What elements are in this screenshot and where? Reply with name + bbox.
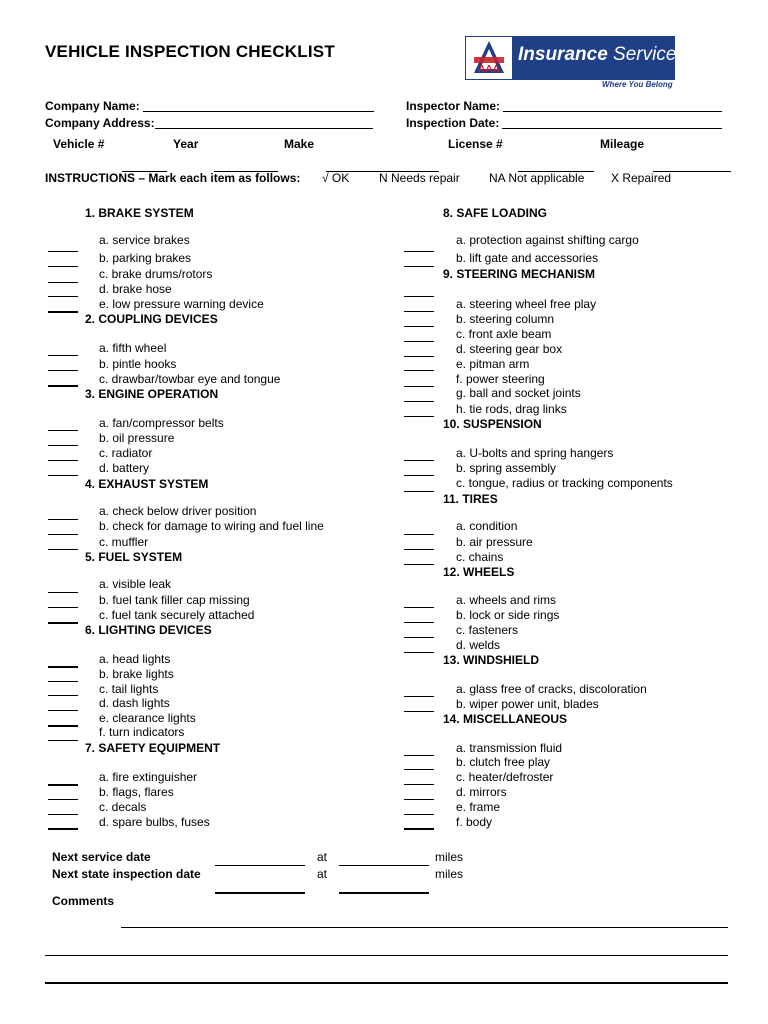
checklist-item: d. welds [456, 638, 501, 652]
section-title: 14. MISCELLANEOUS [443, 712, 568, 726]
checklist-item: f. turn indicators [99, 725, 185, 739]
check-blank[interactable] [404, 370, 434, 371]
check-blank[interactable] [404, 696, 434, 697]
check-blank[interactable] [404, 799, 434, 800]
section-title: 2. COUPLING DEVICES [85, 312, 218, 326]
check-blank[interactable] [48, 828, 78, 830]
checklist-item: g. ball and socket joints [456, 386, 581, 400]
checklist-item: c. tail lights [99, 682, 159, 696]
check-blank[interactable] [48, 430, 78, 431]
section-title: 1. BRAKE SYSTEM [85, 206, 194, 220]
checklist-item: a. fifth wheel [99, 341, 167, 355]
checklist-item: a. condition [456, 519, 518, 533]
comments-label: Comments [52, 894, 115, 908]
checklist-item: b. check for damage to wiring and fuel line [99, 519, 324, 533]
make-label: Make [284, 137, 315, 151]
checklist-item: c. decals [99, 800, 147, 814]
checklist-item: d. spare bulbs, fuses [99, 815, 210, 829]
next-service-label: Next service date [52, 850, 151, 864]
check-blank[interactable] [404, 401, 434, 402]
check-blank[interactable] [404, 386, 434, 387]
check-blank[interactable] [48, 282, 78, 283]
checklist-item: a. fire extinguisher [99, 770, 198, 784]
check-blank[interactable] [404, 711, 434, 712]
check-blank[interactable] [404, 356, 434, 357]
check-blank[interactable] [48, 607, 78, 608]
mileage-label: Mileage [600, 137, 645, 151]
check-blank[interactable] [404, 564, 434, 565]
next-state-miles-unit: miles [435, 867, 464, 881]
section-title: 9. STEERING MECHANISM [443, 267, 596, 281]
check-blank[interactable] [404, 549, 434, 550]
checklist-item: b. steering column [456, 312, 555, 326]
checklist-item: b. clutch free play [456, 755, 551, 769]
checklist-item: c. front axle beam [456, 327, 552, 341]
next-state-date-field[interactable] [215, 892, 305, 894]
checklist-item: b. lock or side rings [456, 608, 560, 622]
checklist-item: b. air pressure [456, 535, 533, 549]
checklist-item: f. body [456, 815, 493, 829]
check-blank[interactable] [48, 460, 78, 461]
check-blank[interactable] [48, 445, 78, 446]
checklist-item: c. tongue, radius or tracking components [456, 476, 673, 490]
section-title: 3. ENGINE OPERATION [85, 387, 219, 401]
checklist-item: d. steering gear box [456, 342, 563, 356]
check-blank[interactable] [404, 784, 434, 785]
checklist-item: a. steering wheel free play [456, 297, 597, 311]
checklist-item: c. brake drums/rotors [99, 267, 213, 281]
checklist-item: a. protection against shifting cargo [456, 233, 639, 247]
next-service-miles-field[interactable] [339, 865, 429, 866]
checklist-item: a. U-bolts and spring hangers [456, 446, 614, 460]
check-blank[interactable] [404, 755, 434, 756]
logo-tagline: Where You Belong [602, 80, 673, 89]
check-blank[interactable] [404, 622, 434, 623]
checklist-item: d. mirrors [456, 785, 507, 799]
legend-not-applicable: NA Not applicable [489, 171, 585, 185]
checklist-item: a. wheels and rims [456, 593, 557, 607]
company-name-field[interactable] [143, 111, 374, 112]
company-name-label: Company Name: [45, 99, 140, 113]
check-blank[interactable] [48, 251, 78, 252]
check-blank[interactable] [404, 341, 434, 342]
checklist-item: c. drawbar/towbar eye and tongue [99, 372, 281, 386]
checklist-item: d. battery [99, 461, 150, 475]
section-title: 5. FUEL SYSTEM [85, 550, 183, 564]
inspector-name-label: Inspector Name: [406, 99, 501, 113]
checklist-item: b. oil pressure [99, 431, 175, 445]
next-service-miles-unit: miles [435, 850, 464, 864]
checklist-item: b. pintle hooks [99, 357, 177, 371]
check-blank[interactable] [404, 828, 434, 830]
checklist-item: a. check below driver position [99, 504, 257, 518]
comments-line-2[interactable] [45, 955, 728, 956]
check-blank[interactable] [404, 251, 434, 252]
check-blank[interactable] [48, 592, 78, 593]
check-blank[interactable] [48, 311, 78, 313]
checklist-item: b. parking brakes [99, 251, 192, 265]
checklist-item: c. radiator [99, 446, 153, 460]
checklist-item: a. visible leak [99, 577, 172, 591]
legend-ok: √ OK [322, 171, 350, 185]
check-blank[interactable] [48, 355, 78, 356]
checklist-item: b. wiper power unit, blades [456, 697, 599, 711]
comments-line-3[interactable] [45, 982, 728, 984]
check-blank[interactable] [48, 475, 78, 476]
checklist-item: b. brake lights [99, 667, 174, 681]
check-blank[interactable] [404, 652, 434, 653]
checklist-item: a. transmission fluid [456, 741, 563, 755]
section-title: 11. TIRES [443, 492, 498, 506]
company-logo [465, 36, 686, 80]
check-blank[interactable] [404, 416, 434, 417]
check-blank[interactable] [48, 814, 78, 815]
instructions-label: INSTRUCTIONS – Mark each item as follows: [45, 171, 301, 185]
inspection-date-label: Inspection Date: [406, 116, 500, 130]
checklist-item: a. service brakes [99, 233, 190, 247]
checklist-item: e. low pressure warning device [99, 297, 264, 311]
section-title: 13. WINDSHIELD [443, 653, 540, 667]
check-blank[interactable] [404, 475, 434, 476]
company-address-label: Company Address: [45, 116, 155, 130]
next-service-date-field[interactable] [215, 865, 305, 866]
check-blank[interactable] [48, 549, 78, 550]
year-label: Year [173, 137, 199, 151]
section-title: 8. SAFE LOADING [443, 206, 548, 220]
document-title: VEHICLE INSPECTION CHECKLIST [45, 42, 335, 61]
check-blank[interactable] [48, 784, 78, 786]
check-blank[interactable] [48, 534, 78, 535]
check-blank[interactable] [48, 666, 78, 668]
check-blank[interactable] [48, 681, 78, 682]
check-blank[interactable] [48, 519, 78, 520]
check-blank[interactable] [48, 385, 78, 387]
legend-needs-repair: N Needs repair [379, 171, 460, 185]
check-blank[interactable] [48, 266, 78, 267]
section-title: 10. SUSPENSION [443, 417, 542, 431]
check-blank[interactable] [404, 637, 434, 638]
checklist-item: a. glass free of cracks, discoloration [456, 682, 647, 696]
check-blank[interactable] [404, 534, 434, 535]
next-state-inspection-label: Next state inspection date [52, 867, 201, 881]
checklist-item: b. fuel tank filler cap missing [99, 593, 250, 607]
checklist-item: b. flags, flares [99, 785, 174, 799]
check-blank[interactable] [404, 607, 434, 608]
check-blank[interactable] [48, 799, 78, 800]
check-blank[interactable] [48, 622, 78, 624]
checklist-item: c. chains [456, 550, 504, 564]
check-blank[interactable] [48, 296, 78, 297]
inspector-name-field[interactable] [503, 111, 722, 112]
checklist-item: c. fuel tank securely attached [99, 608, 255, 622]
section-title: 7. SAFETY EQUIPMENT [85, 741, 221, 755]
svg-text:AAA: AAA [478, 64, 500, 75]
logo-emblem-icon [466, 37, 512, 79]
section-title: 6. LIGHTING DEVICES [85, 623, 212, 637]
checklist-item: d. dash lights [99, 696, 170, 710]
check-blank[interactable] [404, 460, 434, 461]
checklist-item: b. spring assembly [456, 461, 557, 475]
check-blank[interactable] [404, 296, 434, 297]
checklist-item: c. muffler [99, 535, 149, 549]
checklist-item: b. lift gate and accessories [456, 251, 599, 265]
legend-repaired: X Repaired [611, 171, 672, 185]
check-blank[interactable] [48, 740, 78, 741]
next-service-at: at [317, 850, 328, 864]
checklist-item: a. fan/compressor belts [99, 416, 224, 430]
vehicle-number-label: Vehicle # [53, 137, 105, 151]
check-blank[interactable] [404, 491, 434, 492]
next-state-at: at [317, 867, 328, 881]
section-title: 4. EXHAUST SYSTEM [85, 477, 209, 491]
inspection-date-field[interactable] [502, 128, 722, 129]
checklist-item: e. frame [456, 800, 501, 814]
checklist-item: h. tie rods, drag links [456, 402, 567, 416]
section-title: 12. WHEELS [443, 565, 515, 579]
checklist-item: a. head lights [99, 652, 171, 666]
checklist-item: e. pitman arm [456, 357, 530, 371]
comments-line-1[interactable] [121, 927, 728, 928]
check-blank[interactable] [48, 370, 78, 371]
checklist-item: e. clearance lights [99, 711, 196, 725]
checklist-item: c. fasteners [456, 623, 519, 637]
check-blank[interactable] [48, 695, 78, 696]
company-address-field[interactable] [155, 128, 373, 129]
checklist-item: d. brake hose [99, 282, 172, 296]
check-blank[interactable] [404, 326, 434, 327]
next-state-miles-field[interactable] [339, 892, 429, 894]
check-blank[interactable] [48, 725, 78, 727]
check-blank[interactable] [48, 710, 78, 711]
logo-brand-text: Insurance Services [518, 44, 686, 65]
check-blank[interactable] [404, 266, 434, 267]
check-blank[interactable] [404, 311, 434, 312]
license-label: License # [448, 137, 503, 151]
checklist-item: f. power steering [456, 372, 545, 386]
check-blank[interactable] [404, 769, 434, 770]
check-blank[interactable] [404, 814, 434, 815]
checklist-item: c. heater/defroster [456, 770, 554, 784]
